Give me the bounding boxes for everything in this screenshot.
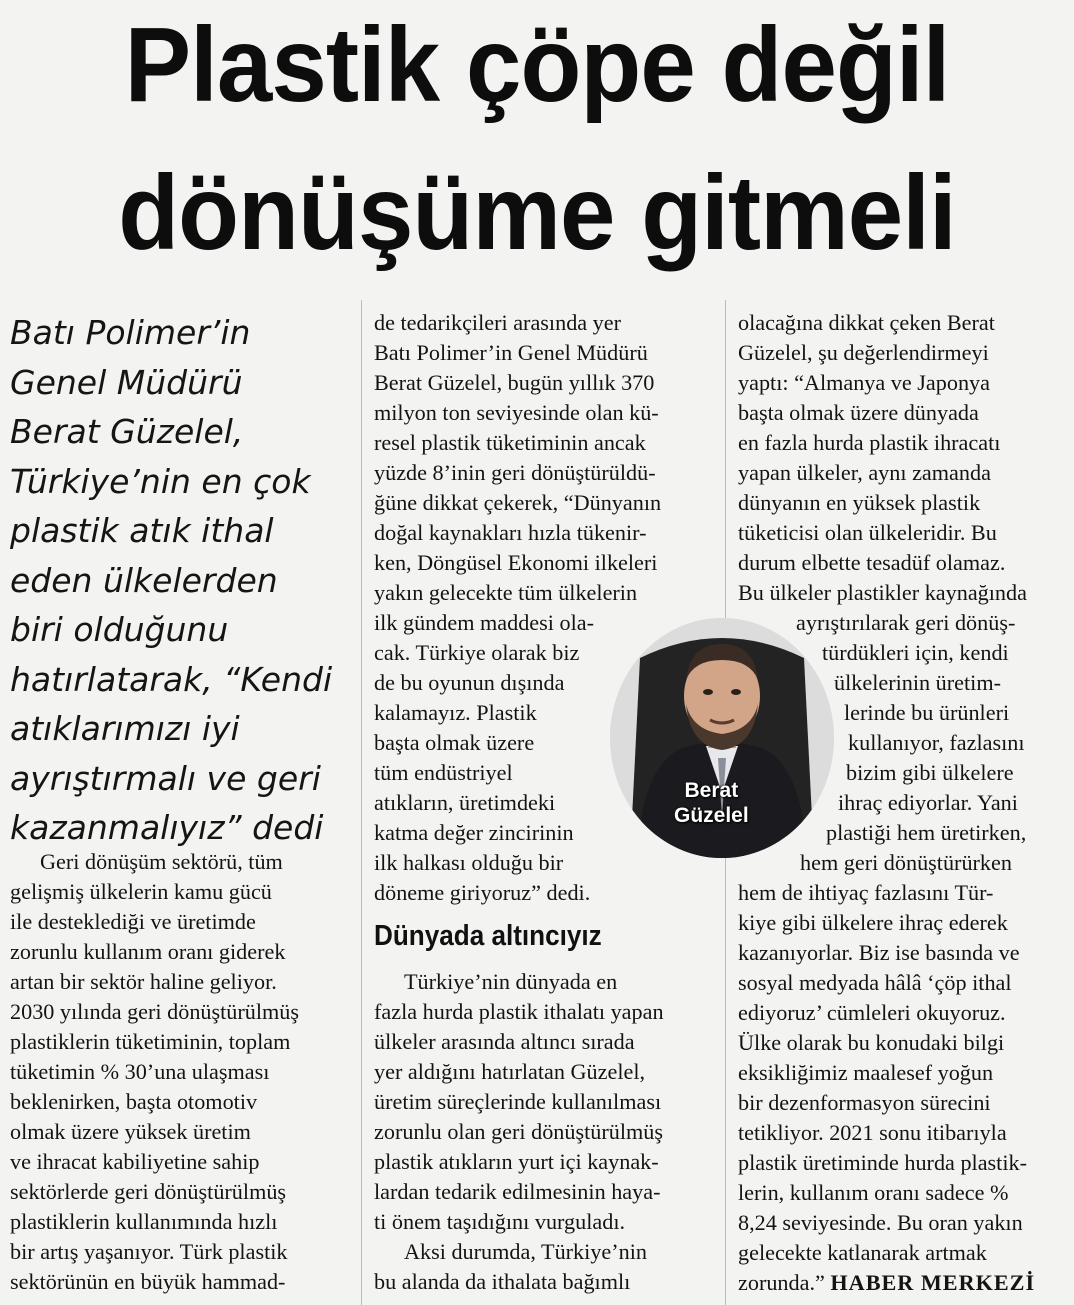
text-line: dünyanın en yüksek plastik bbox=[738, 490, 981, 515]
text-line: kullanıyor, fazlasını bbox=[848, 730, 1025, 755]
text-line: bu alanda da ithalata bağımlı bbox=[374, 1269, 631, 1294]
text-line: tetikliyor. 2021 sonu itibarıyla bbox=[738, 1120, 1007, 1145]
text-line: durum elbette tesadüf olamaz. bbox=[738, 550, 1006, 575]
deck-line: kazanmalıyız” dedi bbox=[10, 808, 324, 847]
text-line: 2030 yılında geri dönüştürülmüş bbox=[10, 999, 300, 1024]
text-line: döneme giriyoruz” dedi. bbox=[374, 880, 591, 905]
text-line: Türkiye’nin dünyada en bbox=[404, 969, 618, 994]
text-line: kiye gibi ülkelere ihraç ederek bbox=[738, 910, 1008, 935]
text-line: olmak üzere yüksek üretim bbox=[10, 1119, 251, 1144]
headline-line-2: dönüşüme gitmeli bbox=[118, 154, 956, 272]
text-line: ile desteklediği ve üretimde bbox=[10, 909, 256, 934]
text-line: gelecekte katlanarak artmak bbox=[738, 1240, 987, 1265]
text-line: zorunda.” bbox=[738, 1270, 825, 1295]
caption-line: Berat bbox=[684, 779, 739, 802]
text-line: ilk gündem maddesi ola- bbox=[374, 610, 594, 635]
text-line: ilk halkası olduğu bir bbox=[374, 850, 564, 875]
text-line: Geri dönüşüm sektörü, tüm bbox=[40, 849, 283, 874]
text-line: Berat Güzelel, bugün yıllık 370 bbox=[374, 370, 655, 395]
text-line: katma değer zincirinin bbox=[374, 820, 574, 845]
text-line: lardan tedarik edilmesinin haya- bbox=[374, 1179, 661, 1204]
text-line: sektörlerde geri dönüştürülmüş bbox=[10, 1179, 287, 1204]
text-line: tüm endüstriyel bbox=[374, 760, 513, 785]
text-line: 8,24 seviyesinde. Bu oran yakın bbox=[738, 1210, 1023, 1235]
text-line: ülkeler arasında altıncı sırada bbox=[374, 1029, 635, 1054]
text-line: başta olmak üzere bbox=[374, 730, 535, 755]
text-line: Batı Polimer’in Genel Müdürü bbox=[374, 340, 648, 365]
text-line: atıkların, üretimdeki bbox=[374, 790, 556, 815]
deck-line: hatırlatarak, “Kendi bbox=[10, 659, 333, 699]
text-line: ğüne dikkat çekerek, “Dünyanın bbox=[374, 490, 662, 515]
text-line: fazla hurda plastik ithalatı yapan bbox=[374, 999, 664, 1024]
text-line: Ülke olarak bu konudaki bilgi bbox=[738, 1030, 1005, 1055]
text-line: ediyoruz’ cümleleri okuyoruz. bbox=[738, 1000, 1006, 1025]
text-line: Aksi durumda, Türkiye’nin bbox=[404, 1239, 648, 1264]
text-line: resel plastik tüketiminin ancak bbox=[374, 430, 646, 455]
text-line: yaptı: “Almanya ve Japonya bbox=[738, 370, 990, 395]
deck-line: Türkiye’nin en çok bbox=[10, 461, 311, 501]
text-line: yakın gelecekte tüm ülkelerin bbox=[374, 580, 638, 605]
deck-line: Berat Güzelel, bbox=[10, 412, 244, 451]
deck-line: eden ülkelerden bbox=[10, 560, 278, 600]
text-line: Güzelel, şu değerlendirmeyi bbox=[738, 340, 989, 365]
deck-line: Batı Polimer’in bbox=[10, 313, 251, 352]
deck-line: biri olduğunu bbox=[10, 610, 229, 649]
text-line: ihraç ediyorlar. Yani bbox=[838, 790, 1018, 815]
deck-line: atıklarımızı iyi bbox=[10, 709, 240, 748]
text-line: hem geri dönüştürürken bbox=[800, 850, 1012, 875]
article-column-1 bbox=[10, 847, 345, 1297]
text-line: üretim süreçlerinde kullanılması bbox=[374, 1089, 662, 1114]
text-line: gelişmiş ülkelerin kamu gücü bbox=[10, 879, 272, 904]
text-line: eksikliğimiz maalesef yoğun bbox=[738, 1060, 994, 1085]
text-line: olacağına dikkat çeken Berat bbox=[738, 310, 995, 335]
text-line: Bu ülkeler plastikler kaynağında bbox=[738, 580, 1027, 605]
caption-line: Güzelel bbox=[674, 804, 749, 827]
text-line: bir dezenformasyon sürecini bbox=[738, 1090, 991, 1115]
text-line: bizim gibi ülkelere bbox=[846, 760, 1014, 785]
text-line: ülkelerinin üretim- bbox=[834, 670, 1001, 695]
text-line: sosyal medyada hâlâ ‘çöp ithal bbox=[738, 970, 1012, 995]
text-line: hem de ihtiyaç fazlasını Tür- bbox=[738, 880, 994, 905]
text-line: plastiği hem üretirken, bbox=[826, 820, 1027, 845]
column-divider bbox=[361, 300, 362, 1305]
text-line: yapan ülkeler, aynı zamanda bbox=[738, 460, 991, 485]
text-line: türdükleri için, kendi bbox=[822, 640, 1009, 665]
text-line: doğal kaynakları hızla tükenir- bbox=[374, 520, 647, 545]
byline: HABER MERKEZİ bbox=[830, 1270, 1036, 1295]
text-line: plastiklerin tüketiminin, toplam bbox=[10, 1029, 291, 1054]
text-line: ti önem taşıdığını vurguladı. bbox=[374, 1209, 626, 1234]
subheading: Dünyada altıncıyız bbox=[374, 920, 602, 952]
text-line: cak. Türkiye olarak biz bbox=[374, 640, 580, 665]
text-line: kazanıyorlar. Biz ise basında ve bbox=[738, 940, 1020, 965]
text-line: de bu oyunun dışında bbox=[374, 670, 565, 695]
text-line: artan bir sektör haline geliyor. bbox=[10, 969, 277, 994]
text-line: plastiklerin kullanımında hızlı bbox=[10, 1209, 278, 1234]
text-line: bir artış yaşanıyor. Türk plastik bbox=[10, 1239, 288, 1264]
article-deck bbox=[10, 308, 350, 853]
photo-caption bbox=[674, 778, 749, 828]
deck-line: Genel Müdürü bbox=[10, 362, 243, 402]
text-line: yüzde 8’inin geri dönüştürüldü- bbox=[374, 460, 656, 485]
text-line: en fazla hurda plastik ihracatı bbox=[738, 430, 1001, 455]
portrait-photo bbox=[610, 618, 834, 858]
text-line: tüketicisi olan ülkeleridir. Bu bbox=[738, 520, 997, 545]
headline-line-1: Plastik çöpe değil bbox=[124, 6, 950, 124]
text-line: zorunlu kullanım oranı giderek bbox=[10, 939, 286, 964]
text-line: de tedarikçileri arasında yer bbox=[374, 310, 622, 335]
text-line: ve ihracat kabiliyetine sahip bbox=[10, 1149, 260, 1174]
text-line: ken, Döngüsel Ekonomi ilkeleri bbox=[374, 550, 658, 575]
text-line: beklenirken, başta otomotiv bbox=[10, 1089, 258, 1114]
last-line bbox=[738, 1268, 1068, 1298]
deck-line: ayrıştırmalı ve geri bbox=[10, 758, 321, 798]
text-line: lerinde bu ürünleri bbox=[844, 700, 1010, 725]
deck-line: plastik atık ithal bbox=[10, 511, 274, 550]
text-line: kalamayız. Plastik bbox=[374, 700, 537, 725]
text-line: plastik atıkların yurt içi kaynak- bbox=[374, 1149, 659, 1174]
text-line: başta olmak üzere dünyada bbox=[738, 400, 979, 425]
text-line: lerin, kullanım oranı sadece % bbox=[738, 1180, 1009, 1205]
text-line: zorunlu olan geri dönüştürülmüş bbox=[374, 1119, 664, 1144]
article-column-2-continued bbox=[374, 967, 714, 1297]
text-line: sektörünün en büyük hammad- bbox=[10, 1269, 286, 1294]
text-line: milyon ton seviyesinde olan kü- bbox=[374, 400, 659, 425]
text-line: tüketimin % 30’una ulaşması bbox=[10, 1059, 270, 1084]
text-line: plastik üretiminde hurda plastik- bbox=[738, 1150, 1027, 1175]
text-line: yer aldığını hatırlatan Güzelel, bbox=[374, 1059, 646, 1084]
text-line: ayrıştırılarak geri dönüş- bbox=[796, 610, 1016, 635]
